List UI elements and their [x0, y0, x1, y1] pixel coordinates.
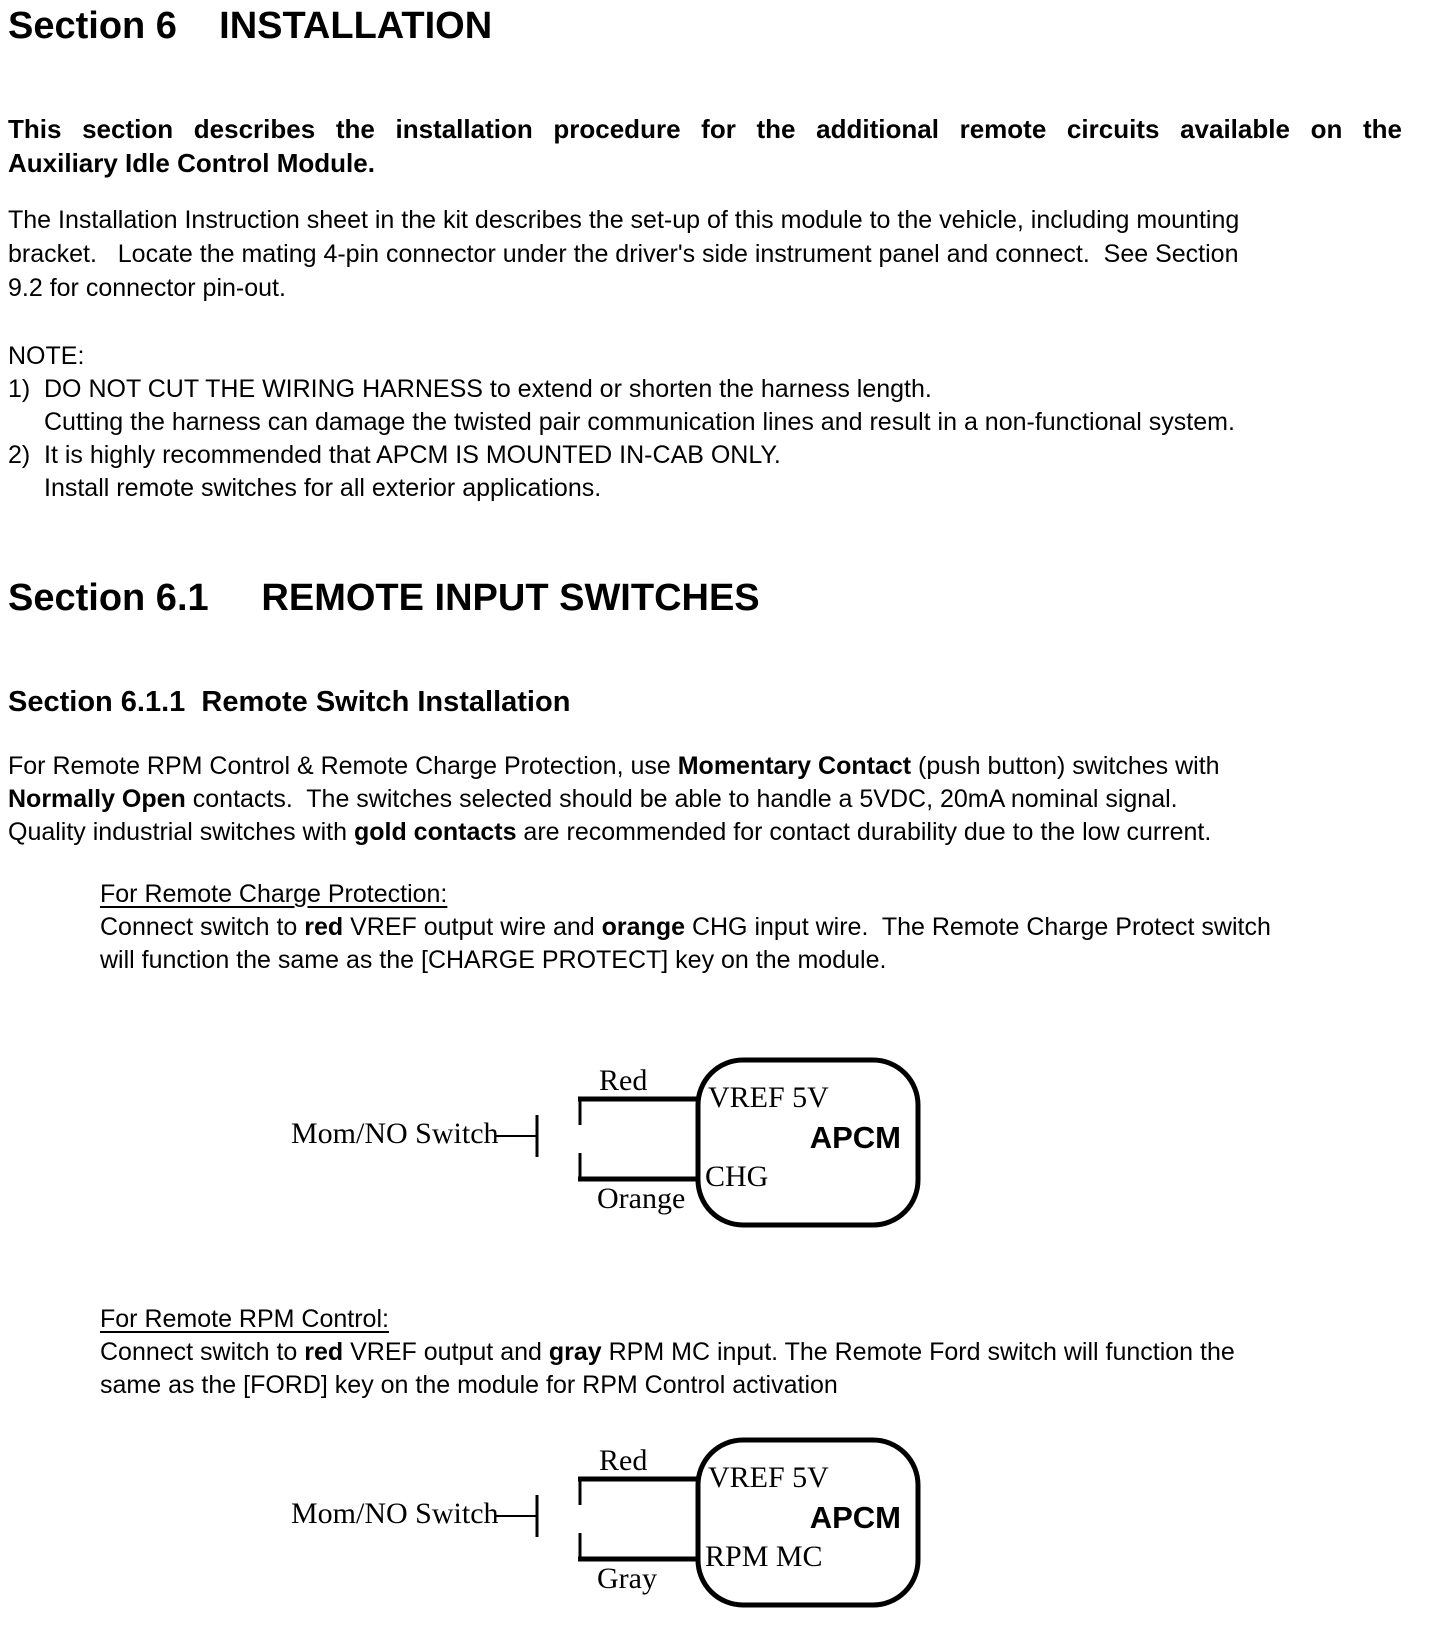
wiring-diagram-rpm-control	[8, 1430, 928, 1620]
vref-pin-label: VREF 5V	[708, 1081, 829, 1114]
text-segment: CHG input wire. The Remote Charge Protect switch	[685, 913, 1271, 941]
charge-protection-heading: For Remote Charge Protection:	[100, 880, 448, 908]
text-segment: (push button) switches with	[911, 752, 1220, 780]
note-line: DO NOT CUT THE WIRING HARNESS to extend or shorten the harness length.	[44, 375, 932, 403]
note-block	[8, 340, 1402, 505]
note-item-body	[44, 439, 1402, 505]
text-segment: Connect switch to	[100, 913, 305, 941]
text-segment: Quality industrial switches with	[8, 818, 354, 846]
text-segment: same as the [FORD] key on the module for RPM Control activation	[100, 1371, 838, 1399]
text-segment-bold: red	[304, 1338, 344, 1366]
text-segment: For Remote RPM Control & Remote Charge Protection, use	[8, 752, 678, 780]
text-segment: Connect switch to	[100, 1338, 305, 1366]
text-segment: will function the same as the [CHARGE PROTECT] key on the module.	[100, 946, 887, 974]
red-wire-label: Red	[599, 1064, 648, 1097]
paragraph-line	[100, 911, 1402, 977]
note-item-number: 1)	[8, 375, 31, 403]
charge-protection-block	[100, 878, 1402, 977]
red-wire-label: Red	[599, 1444, 648, 1477]
orange-wire-label: Orange	[597, 1182, 686, 1215]
note-item-body	[44, 373, 1402, 439]
paragraph-line	[100, 1336, 1402, 1402]
text-segment-bold: Normally Open	[8, 785, 186, 813]
switch-installation-paragraph	[8, 750, 1402, 849]
text-segment-bold: Momentary Contact	[677, 752, 912, 780]
section-6-heading: Section 6 INSTALLATION	[8, 5, 493, 47]
note-line: It is highly recommended that APCM IS MOUNTED IN-CAB ONLY.	[44, 441, 781, 469]
rpm-control-block	[100, 1303, 1402, 1402]
note-label: NOTE:	[8, 342, 85, 370]
section-6-1-1-heading: Section 6.1.1 Remote Switch Installation	[8, 686, 571, 718]
chg-pin-label: CHG	[705, 1160, 769, 1193]
note-item-1	[8, 373, 1402, 439]
text-segment-bold: gold contacts	[353, 818, 517, 846]
rpm-mc-pin-label: RPM MC	[705, 1540, 823, 1573]
paragraph-line: The Installation Instruction sheet in the kit describes the set-up of this module to the vehicle, including mounting	[8, 206, 1240, 234]
rpm-control-heading: For Remote RPM Control:	[100, 1305, 389, 1333]
intro-paragraph	[8, 112, 1402, 180]
note-item-number: 2)	[8, 441, 31, 469]
text-segment: contacts. The switches selected should be able to handle a 5VDC, 20mA nominal signal.	[185, 785, 1178, 813]
text-segment: VREF output wire and	[343, 913, 602, 941]
paragraph-line: bracket. Locate the mating 4-pin connector under the driver's side instrument panel and connect. See Section	[8, 240, 1239, 268]
text-segment: are recommended for contact durability due to the low current.	[516, 818, 1212, 846]
text-segment-bold: red	[304, 913, 344, 941]
vref-pin-label: VREF 5V	[708, 1461, 829, 1494]
text-segment-bold: orange	[601, 913, 685, 941]
section-6-1-heading: Section 6.1 REMOTE INPUT SWITCHES	[8, 577, 760, 619]
note-line: Install remote switches for all exterior applications.	[44, 474, 602, 502]
text-segment-bold: gray	[548, 1338, 602, 1366]
paragraph-line: Auxiliary Idle Control Module.	[8, 148, 375, 178]
apcm-module-label: APCM	[809, 1120, 901, 1155]
note-line: Cutting the harness can damage the twisted pair communication lines and result in a non-functional system.	[44, 408, 1235, 436]
text-segment: RPM MC input. The Remote Ford switch will function the	[601, 1338, 1235, 1366]
switch-label: Mom/NO Switch	[291, 1497, 499, 1530]
switch-label: Mom/NO Switch	[291, 1117, 499, 1150]
paragraph-line: 9.2 for connector pin-out.	[8, 274, 286, 302]
note-item-2	[8, 439, 1402, 505]
apcm-module-label: APCM	[809, 1500, 901, 1535]
text-segment: VREF output and	[343, 1338, 549, 1366]
wiring-diagram-charge-protect	[8, 1050, 928, 1240]
installation-paragraph	[8, 203, 1402, 305]
paragraph-line: This section describes the installation procedure for the additional remote circuits available on the	[8, 114, 1402, 144]
gray-wire-label: Gray	[597, 1562, 657, 1595]
